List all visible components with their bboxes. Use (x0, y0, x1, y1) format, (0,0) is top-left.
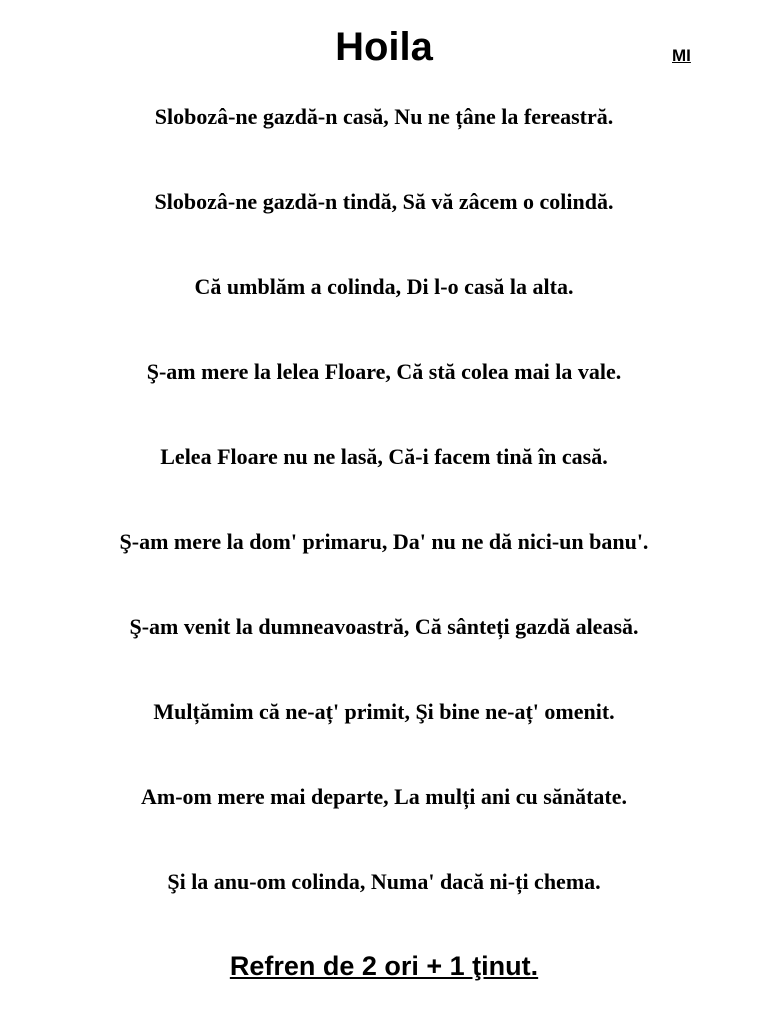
verse-list (0, 100, 768, 950)
verse-line: Slobozâ-ne gazdă-n tindă, Să vă zâcem o colindă. (154, 189, 614, 214)
verse-line: Mulțămim că ne-aț' primit, Şi bine ne-aț' omenit. (153, 699, 615, 724)
verse-line: Lelea Floare nu ne lasă, Că-i facem tină în casă. (160, 444, 608, 469)
verse-line: Ş-am mere la lelea Floare, Că stă colea mai la vale. (146, 359, 622, 384)
page-title: Hoila (335, 25, 433, 69)
refrain-note: Refren de 2 ori + 1 ţinut. (229, 951, 539, 981)
music-key-label: MI (672, 46, 691, 65)
verse-line: Că umblăm a colinda, Di l-o casă la alta. (194, 274, 574, 299)
verse-line: Am-om mere mai departe, La mulți ani cu sănătate. (141, 784, 627, 809)
verse-line: Slobozâ-ne gazdă-n casă, Nu ne țâne la fereastră. (154, 104, 614, 129)
verse-line: Ş-am mere la dom' primaru, Da' nu ne dă nici-un banu'. (119, 529, 649, 554)
verse-line: Şi la anu-om colinda, Numa' dacă ni-ți chema. (167, 869, 601, 894)
verse-line: Ş-am venit la dumneavoastră, Că sânteți gazdă aleasă. (129, 614, 639, 639)
